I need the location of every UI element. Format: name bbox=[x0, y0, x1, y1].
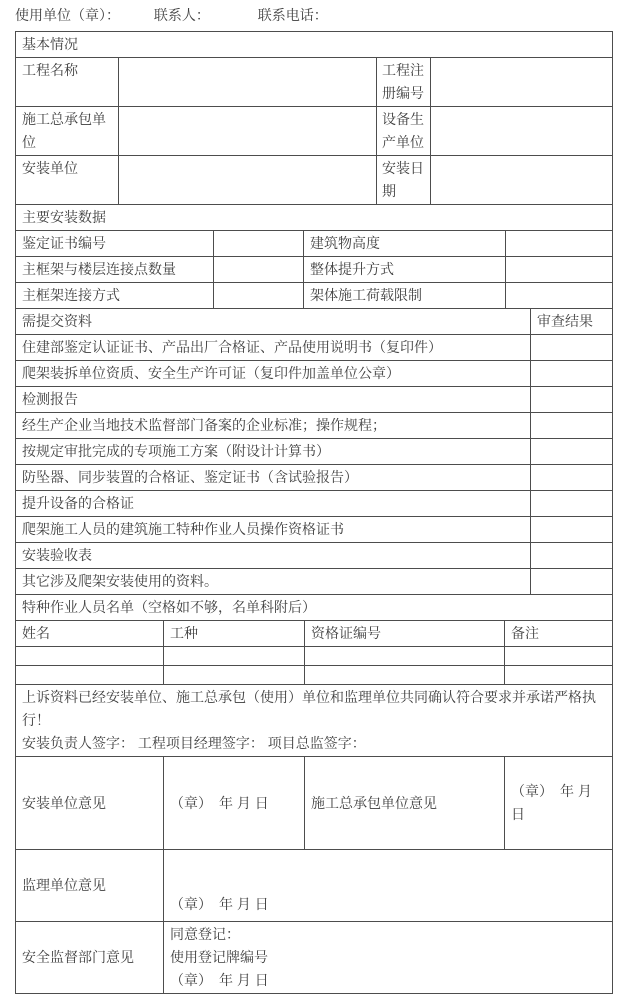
contractor-opinion-label: 施工总承包单位意见 bbox=[305, 757, 505, 850]
personnel-cert-cell[interactable] bbox=[305, 647, 505, 666]
doc-header bbox=[15, 5, 612, 31]
install-unit-label: 安装单位 bbox=[16, 156, 119, 205]
review-result-cell[interactable] bbox=[531, 569, 613, 595]
personnel-remark-cell[interactable] bbox=[505, 647, 613, 666]
trade-col-header: 工种 bbox=[164, 621, 305, 647]
remark-col-header: 备注 bbox=[505, 621, 613, 647]
building-height-value-cell[interactable] bbox=[506, 231, 613, 257]
name-col-header: 姓名 bbox=[16, 621, 164, 647]
material-item-label: 提升设备的合格证 bbox=[16, 491, 531, 517]
personnel-trade-cell[interactable] bbox=[164, 666, 305, 685]
manufacturer-label: 设备生产单位 bbox=[377, 107, 431, 156]
building-height-label: 建筑物高度 bbox=[304, 231, 506, 257]
lifting-method-label: 整体提升方式 bbox=[304, 257, 506, 283]
supervisor-opinion-label: 监理单位意见 bbox=[16, 850, 164, 922]
project-reg-no-value-cell[interactable] bbox=[431, 58, 613, 107]
review-result-header: 审查结果 bbox=[531, 309, 613, 335]
appraisal-cert-no-label: 鉴定证书编号 bbox=[16, 231, 214, 257]
personnel-remark-cell[interactable] bbox=[505, 666, 613, 685]
frame-connection-type-label: 主框架连接方式 bbox=[16, 283, 214, 309]
commitment-statement: 上诉资料已经安装单位、施工总承包（使用）单位和监理单位共同确认符合要求并承诺严格执行！ bbox=[22, 689, 596, 728]
install-data-section-title: 主要安装数据 bbox=[16, 205, 613, 231]
contact-person-label: 联系人： bbox=[153, 7, 210, 23]
material-item-label: 检测报告 bbox=[16, 387, 531, 413]
basic-info-table bbox=[15, 31, 613, 205]
personnel-opinions-table bbox=[15, 594, 613, 994]
manufacturer-value-cell[interactable] bbox=[431, 107, 613, 156]
safety-dept-opinion-label: 安全监督部门意见 bbox=[16, 922, 164, 994]
install-unit-stamp-cell[interactable]: （章） 年 月 日 bbox=[164, 757, 305, 850]
frame-connection-type-value-cell[interactable] bbox=[214, 283, 304, 309]
material-item-label: 防坠器、同步装置的合格证、鉴定证书（含试验报告） bbox=[16, 465, 531, 491]
install-date-value-cell[interactable] bbox=[431, 156, 613, 205]
signature-line: 安装负责人签字： 工程项目经理签字： 项目总监签字： bbox=[22, 735, 366, 751]
material-item-label: 爬架施工人员的建筑施工特种作业人员操作资格证书 bbox=[16, 517, 531, 543]
review-result-cell[interactable] bbox=[531, 361, 613, 387]
install-unit-value-cell[interactable] bbox=[119, 156, 377, 205]
general-contractor-label: 施工总承包单位 bbox=[16, 107, 119, 156]
connection-points-value-cell[interactable] bbox=[214, 257, 304, 283]
review-result-cell[interactable] bbox=[531, 439, 613, 465]
contact-phone-label: 联系电话： bbox=[257, 7, 328, 23]
personnel-cert-cell[interactable] bbox=[305, 666, 505, 685]
project-name-label: 工程名称 bbox=[16, 58, 119, 107]
use-unit-label: 使用单位（章）： bbox=[15, 7, 120, 23]
review-result-cell[interactable] bbox=[531, 413, 613, 439]
material-item-label: 按规定审批完成的专项施工方案（附设计计算书） bbox=[16, 439, 531, 465]
install-date-label: 安装日期 bbox=[377, 156, 431, 205]
safety-reg-no-line: 使用登记牌编号 bbox=[170, 949, 268, 965]
safety-stamp-line: （章） 年 月 日 bbox=[170, 972, 269, 988]
personnel-name-cell[interactable] bbox=[16, 666, 164, 685]
personnel-name-cell[interactable] bbox=[16, 647, 164, 666]
materials-section-title: 需提交资料 bbox=[16, 309, 531, 335]
review-result-cell[interactable] bbox=[531, 335, 613, 361]
material-item-label: 爬架装拆单位资质、安全生产许可证（复印件加盖单位公章） bbox=[16, 361, 531, 387]
review-result-cell[interactable] bbox=[531, 517, 613, 543]
personnel-section-title: 特种作业人员名单（空格如不够，名单科附后） bbox=[16, 595, 613, 621]
contractor-stamp-cell[interactable]: （章） 年 月 日 bbox=[505, 757, 613, 850]
connection-points-label: 主框架与楼层连接点数量 bbox=[16, 257, 214, 283]
material-item-label: 住建部鉴定认证证书、产品出厂合格证、产品使用说明书（复印件） bbox=[16, 335, 531, 361]
safety-approve-line: 同意登记： bbox=[170, 926, 240, 942]
material-item-label: 经生产企业当地技术监督部门备案的企业标准；操作规程； bbox=[16, 413, 531, 439]
general-contractor-value-cell[interactable] bbox=[119, 107, 377, 156]
commitment-cell bbox=[16, 685, 613, 757]
install-data-table bbox=[15, 204, 613, 309]
review-result-cell[interactable] bbox=[531, 465, 613, 491]
lifting-method-value-cell[interactable] bbox=[506, 257, 613, 283]
install-unit-opinion-label: 安装单位意见 bbox=[16, 757, 164, 850]
supervisor-stamp-cell[interactable]: （章） 年 月 日 bbox=[164, 850, 613, 922]
load-limit-value-cell[interactable] bbox=[506, 283, 613, 309]
project-name-value-cell[interactable] bbox=[119, 58, 377, 107]
basic-info-section-title: 基本情况 bbox=[16, 32, 613, 58]
cert-no-col-header: 资格证编号 bbox=[305, 621, 505, 647]
load-limit-label: 架体施工荷载限制 bbox=[304, 283, 506, 309]
review-result-cell[interactable] bbox=[531, 543, 613, 569]
review-result-cell[interactable] bbox=[531, 387, 613, 413]
review-result-cell[interactable] bbox=[531, 491, 613, 517]
project-reg-no-label: 工程注册编号 bbox=[377, 58, 431, 107]
materials-table bbox=[15, 308, 613, 595]
material-item-label: 安装验收表 bbox=[16, 543, 531, 569]
safety-dept-content-cell[interactable] bbox=[164, 922, 613, 994]
material-item-label: 其它涉及爬架安装使用的资料。 bbox=[16, 569, 531, 595]
appraisal-cert-no-value-cell[interactable] bbox=[214, 231, 304, 257]
personnel-trade-cell[interactable] bbox=[164, 647, 305, 666]
